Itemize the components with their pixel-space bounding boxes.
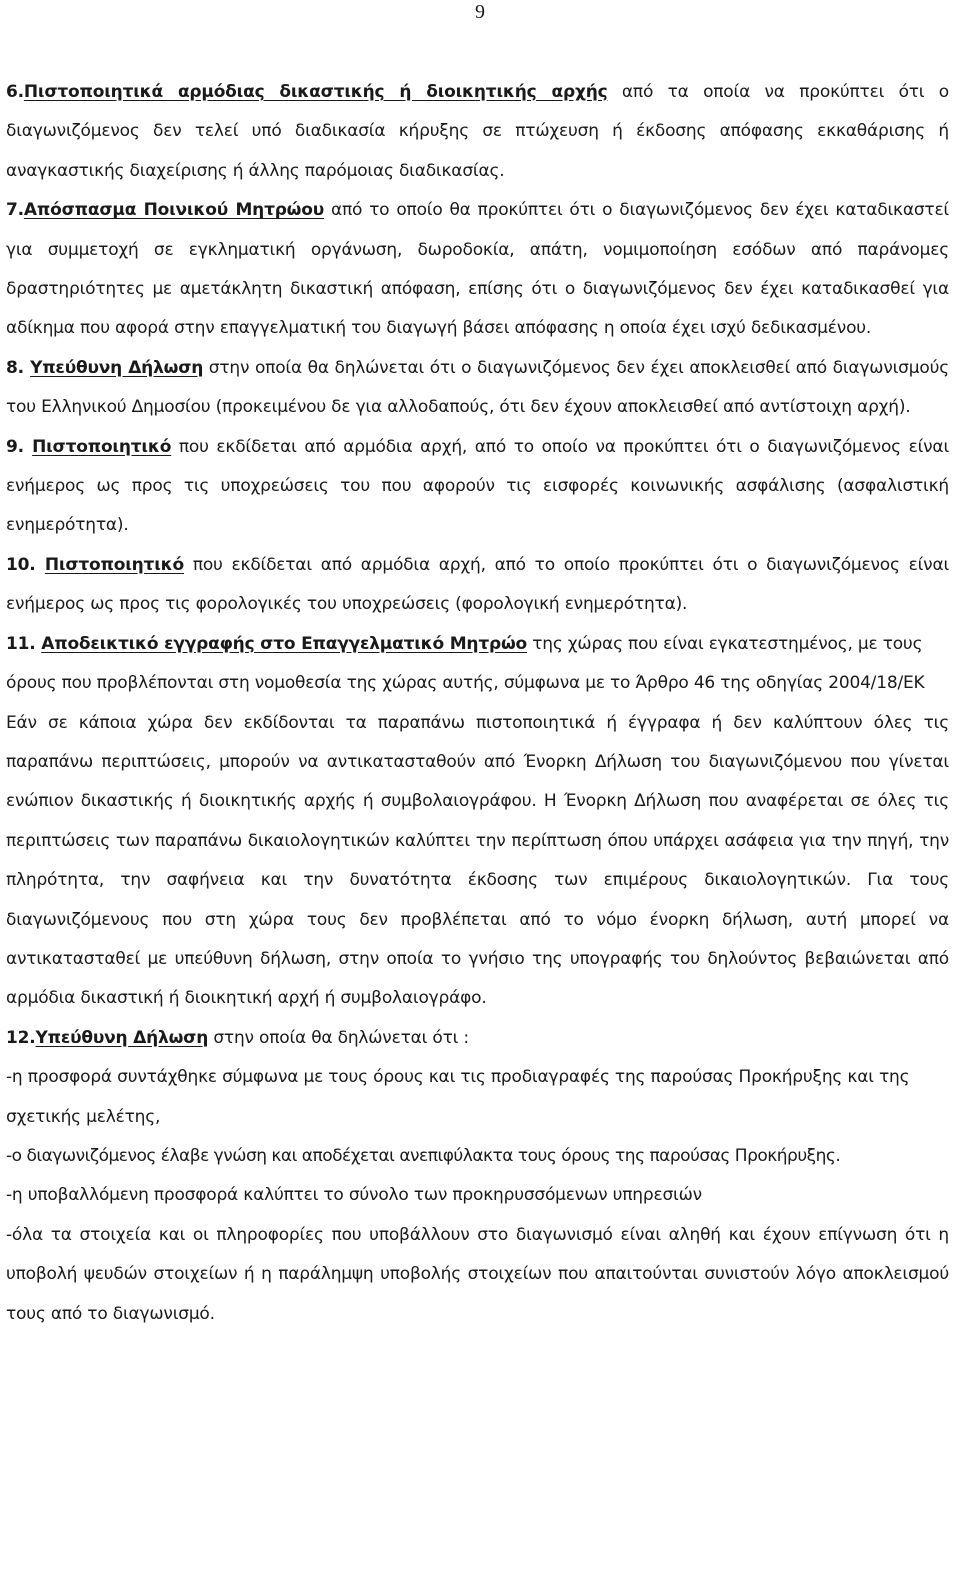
sworn-declaration-note: Εάν σε κάποια χώρα δεν εκδίδονται τα παραπάνω πιστοποιητικά ή έγγραφα ή δεν καλύπτουν όλες τις παραπάνω περιπτώσεις, μπορούν να αντικατασταθούν από Ένορκη Δήλωση του διαγωνιζόμενου που γίνεται ενώπιον δικαστικής ή διοικητικής αρχής ή συμβολαιογράφου. Η Ένορκη Δήλωση που αναφέρεται σε όλες τις περιπτώσεις των παραπάνω δικαιολογητικών καλύπτει την περίπτωση όπου υπάρχει ασάφεια για την πηγή, την πληρότητα, την σαφήνεια και την δυνατότητα έκδοσης των επιμέρους δικαιολογητικών. Για τους διαγωνιζόμενους που στη χώρα τους δεν προβλέπεται από το νόμο ένορκη δήλωση, αυτή μπορεί να αντικατασταθεί με υπεύθυνη δήλωση, στην οποία το γνήσιο της υπογραφής του δηλούντος βεβαιώνεται από αρμόδια δικαστική ή διοικητική αρχή ή συμβολαιογράφο. — [6, 712, 949, 1009]
item-10-heading: Πιστοποιητικό — [44, 554, 184, 575]
item-9-heading: Πιστοποιητικό — [32, 436, 172, 457]
item-6-heading: Πιστοποιητικά αρμόδιας δικαστικής ή διοικητικής αρχής — [23, 82, 608, 102]
item-12 — [6, 1019, 949, 1058]
item-6-number: 6. — [6, 82, 24, 102]
item-8-text: στην οποία θα δηλώνεται ότι ο διαγωνιζόμενος δεν έχει αποκλεισθεί από διαγωνισμούς του Ελληνικού Δημοσίου (προκειμένου δε για αλλοδαπούς, ότι δεν έχουν αποκλεισθεί από αντίστοιχη αρχή). — [6, 357, 949, 418]
item-7 — [6, 191, 949, 349]
item-9-number: 9. — [6, 436, 33, 457]
item-12-bullet-4: -όλα τα στοιχεία και οι πληροφορίες που υποβάλλουν στο διαγωνισμό είναι αληθή και έχουν επίγνωση ότι η υποβολή ψευδών στοιχείων ή η παράλημψη υποβολής στοιχείων που απαιτούνται συνιστούν λόγο αποκλεισμού τους από το διαγωνισμό. — [6, 1224, 949, 1324]
item-10-text: που εκδίδεται από αρμόδια αρχή, από το οποίο προκύπτει ότι ο διαγωνιζόμενος είναι ενήμερος ως προς τις φορολογικές του υποχρεώσεις (φορολογική ενημερότητα). — [6, 554, 950, 615]
item-10-number: 10. — [6, 554, 45, 575]
item-12-heading: Υπεύθυνη Δήλωση — [35, 1027, 209, 1048]
item-6-text: από τα οποία να προκύπτει ότι ο διαγωνιζόμενος δεν τελεί υπό διαδικασία κήρυξης σε πτώχευση ή έκδοσης απόφασης εκκαθάρισης ή αναγκαστικής διαχείρισης ή άλλης παρόμοιας διαδικασίας. — [6, 82, 949, 181]
item-12-number: 12. — [6, 1027, 36, 1048]
document-body — [6, 73, 949, 1334]
item-8-heading: Υπεύθυνη Δήλωση — [30, 357, 204, 378]
item-12-bullet-1: -η προσφορά συντάχθηκε σύμφωνα με τους όρους και τις προδιαγραφές της παρούσας Προκήρυξης και της σχετικής μελέτης, — [6, 1067, 910, 1127]
item-7-text: από το οποίο θα προκύπτει ότι ο διαγωνιζόμενος δεν έχει καταδικαστεί για συμμετοχή σε εγκληματική οργάνωση, δωροδοκία, απάτη, νομιμοποίηση εσόδων από παράνομες δραστηριότητες με αμετάκλητη δικαστική απόφαση, επίσης ότι ο διαγωνιζόμενος δεν έχει καταδικασθεί για αδίκημα που αφορά στην επαγγελματική του διαγωγή βάσει απόφασης η οποία έχει ισχύ δεδικασμένου. — [6, 200, 949, 339]
item-10 — [6, 546, 949, 625]
item-12-text: στην οποία θα δηλώνεται ότι : — [208, 1027, 469, 1048]
item-7-number: 7. — [6, 200, 24, 221]
item-8-number: 8. — [6, 357, 31, 378]
item-11-number: 11. — [6, 633, 42, 654]
item-8 — [6, 349, 949, 428]
item-11 — [6, 625, 949, 704]
item-9-text: που εκδίδεται από αρμόδια αρχή, από το οποίο να προκύπτει ότι ο διαγωνιζόμενος είναι ενήμερος ως προς τις υποχρεώσεις του που αφορούν τις εισφορές κοινωνικής ασφάλισης (ασφαλιστική ενημερότητα). — [6, 436, 949, 536]
item-12-bullet-3: -η υποβαλλόμενη προσφορά καλύπτει το σύνολο των προκηρυσσόμενων υπηρεσιών — [6, 1185, 702, 1206]
item-11-text: της χώρας που είναι εγκατεστημένος, με τους όρους που προβλέπονται στη νομοθεσία της χώρας αυτής, σύμφωνα με το Άρθρο 46 της οδηγίας 2004/18/ΕΚ — [6, 633, 925, 694]
page-number: 9 — [475, 1, 485, 23]
item-6 — [6, 73, 949, 191]
item-9 — [6, 428, 949, 546]
item-7-heading: Απόσπασμα Ποινικού Μητρώου — [23, 200, 325, 221]
item-12-bullet-2: -ο διαγωνιζόμενος έλαβε γνώση και αποδέχεται ανεπιφύλακτα τους όρους της παρούσας Προκήρυξης. — [6, 1145, 841, 1166]
item-11-heading: Αποδεικτικό εγγραφής στο Επαγγελματικό Μητρώο — [41, 633, 528, 654]
